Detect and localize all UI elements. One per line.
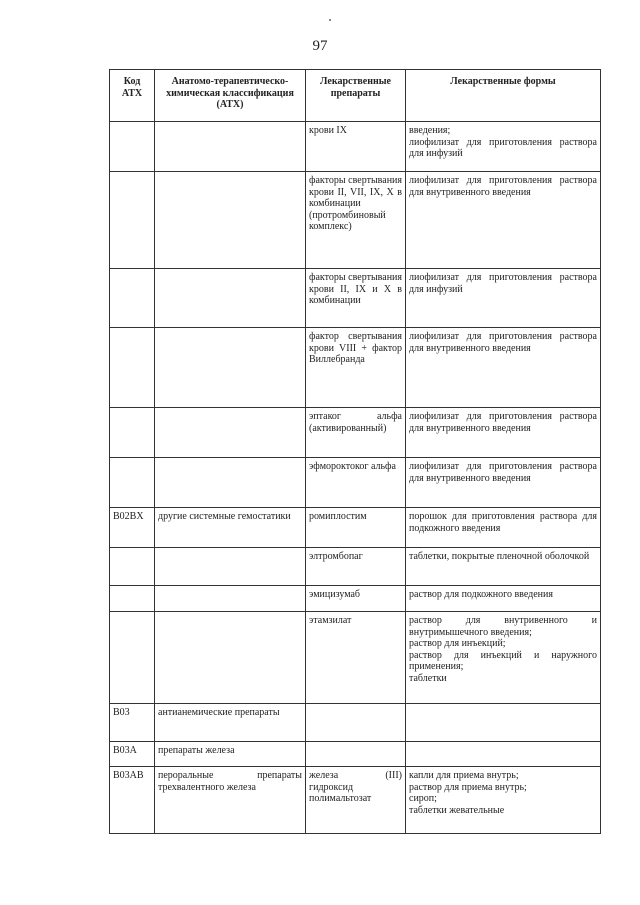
form-line: раствор для приема внутрь; <box>409 781 527 793</box>
cell-forms <box>406 458 601 508</box>
cell-code: B03A <box>110 742 155 767</box>
cell-drug: факторы свертывания крови II, IX и X в комбинации <box>306 269 406 328</box>
cell-drug: железа (III) гидроксид полимальтозат <box>306 767 406 834</box>
cell-forms <box>406 269 601 328</box>
cell-code: B02BX <box>110 508 155 548</box>
form-line: лиофилизат для приготовления раствора для внутривенного введения <box>409 411 597 434</box>
table-row <box>110 548 601 586</box>
form-line: сироп; <box>409 793 437 805</box>
form-line: лиофилизат для приготовления раствора для внутривенного введения <box>409 175 597 198</box>
cell-forms <box>406 586 601 612</box>
cell-code <box>110 269 155 328</box>
cell-forms <box>406 328 601 408</box>
cell-drug: ромиплостим <box>306 508 406 548</box>
cell-drug: факторы свертывания крови II, VII, IX, X в комбинации (протромбиновый комплекс) <box>306 172 406 269</box>
form-line: введения; <box>409 125 451 136</box>
cell-forms <box>406 704 601 742</box>
form-line: раствор для внутривенного и внутримышечного введения; <box>409 615 597 638</box>
form-line: раствор для подкожного введения <box>409 589 553 600</box>
cell-classification: другие системные гемостатики <box>155 508 306 548</box>
cell-classification <box>155 458 306 508</box>
form-line: лиофилизат для приготовления раствора для инфузий <box>409 136 597 160</box>
cell-classification: антианемические препараты <box>155 704 306 742</box>
cell-classification: пероральные препараты трехвалентного железа <box>155 767 306 834</box>
cell-classification <box>155 122 306 172</box>
form-line: раствор для инъекций и наружного применения; <box>409 649 597 673</box>
cell-forms <box>406 767 601 834</box>
cell-drug <box>306 742 406 767</box>
form-line: порошок для приготовления раствора для подкожного введения <box>409 511 597 534</box>
cell-drug: фактор свертывания крови VIII + фактор Виллебранда <box>306 328 406 408</box>
table-row <box>110 704 601 742</box>
cell-code <box>110 586 155 612</box>
cell-code <box>110 548 155 586</box>
cell-drug: элтромбопаг <box>306 548 406 586</box>
cell-classification <box>155 172 306 269</box>
table-row <box>110 742 601 767</box>
table-row <box>110 612 601 704</box>
form-line: таблетки <box>409 672 447 684</box>
header-forms: Лекарственные формы <box>406 70 601 122</box>
cell-forms <box>406 548 601 586</box>
cell-forms <box>406 508 601 548</box>
form-line: таблетки жевательные <box>409 804 505 816</box>
cell-drug: этамзилат <box>306 612 406 704</box>
cell-code: B03 <box>110 704 155 742</box>
cell-classification <box>155 612 306 704</box>
scan-dot <box>329 19 331 21</box>
form-line: лиофилизат для приготовления раствора для внутривенного введения <box>409 331 597 354</box>
cell-forms <box>406 612 601 704</box>
cell-forms <box>406 408 601 458</box>
cell-code <box>110 122 155 172</box>
cell-forms <box>406 122 601 172</box>
cell-code <box>110 458 155 508</box>
table-row <box>110 172 601 269</box>
table-row <box>110 586 601 612</box>
cell-code <box>110 408 155 458</box>
cell-drug: эмицизумаб <box>306 586 406 612</box>
table-row <box>110 122 601 172</box>
form-line: лиофилизат для приготовления раствора для инфузий <box>409 272 597 295</box>
table-row <box>110 269 601 328</box>
cell-code: B03AB <box>110 767 155 834</box>
table-row <box>110 408 601 458</box>
cell-forms <box>406 172 601 269</box>
cell-forms <box>406 742 601 767</box>
cell-classification <box>155 408 306 458</box>
cell-code <box>110 612 155 704</box>
cell-drug: эптаког альфа (активированный) <box>306 408 406 458</box>
cell-drug <box>306 704 406 742</box>
page-number: 97 <box>312 38 328 54</box>
header-drugs: Лекарственные препараты <box>306 70 406 122</box>
table-row <box>110 508 601 548</box>
cell-classification <box>155 269 306 328</box>
cell-code <box>110 172 155 269</box>
cell-code <box>110 328 155 408</box>
cell-drug: эфмороктоког альфа <box>306 458 406 508</box>
cell-classification: препараты железа <box>155 742 306 767</box>
atc-table <box>109 69 601 834</box>
table-row <box>110 458 601 508</box>
form-line: раствор для инъекций; <box>409 638 506 650</box>
header-classification: Анатомо-терапевтическо-химическая классификация (АТХ) <box>155 70 306 122</box>
form-line: капли для приема внутрь; <box>409 770 519 781</box>
cell-classification <box>155 586 306 612</box>
table-row <box>110 328 601 408</box>
form-line: лиофилизат для приготовления раствора для внутривенного введения <box>409 461 597 484</box>
cell-classification <box>155 548 306 586</box>
cell-classification <box>155 328 306 408</box>
cell-drug: крови IX <box>306 122 406 172</box>
header-code: Код АТХ <box>110 70 155 122</box>
table-header-row <box>110 70 601 122</box>
form-line: таблетки, покрытые пленочной оболочкой <box>409 551 590 562</box>
table-row <box>110 767 601 834</box>
